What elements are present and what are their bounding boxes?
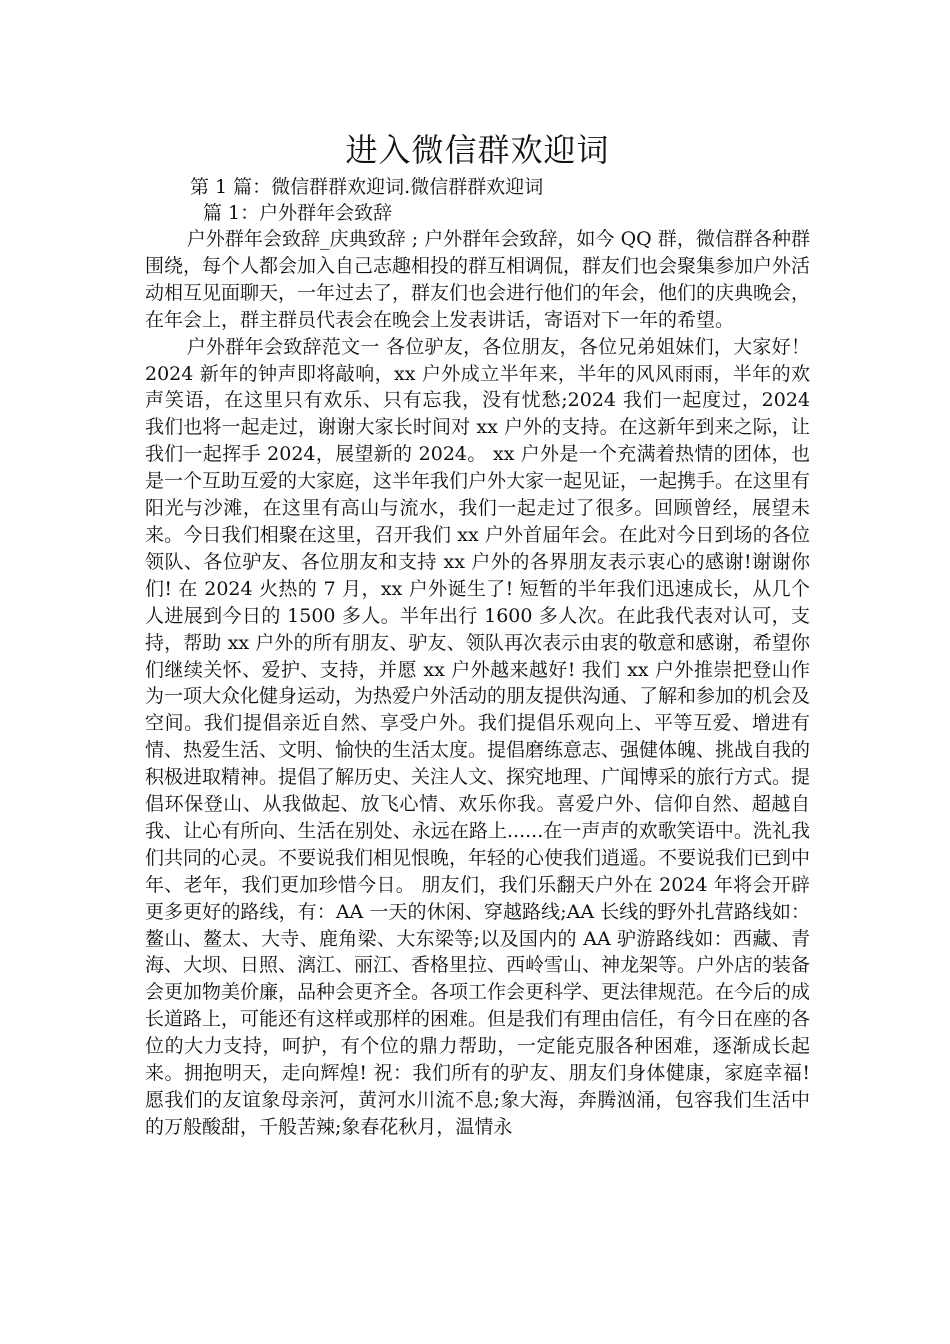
paragraph-speech: 户外群年会致辞范文一 各位驴友，各位朋友，各位兄弟姐妹们，大家好！2024 新年的钟声即将敲响，xx 户外成立半年来，半年的风风雨雨，半年的欢声笑语，在这里只有欢乐、只有忘我，没有忧愁;2024 我们一起度过，2024 我们也将一起走过，谢谢大家长时间对 xx 户外的支持。在这新年到来之际，让我们一起挥手 2024，展望新的 2024。 xx 户外是一个充满着热情的团体，也是一个互助互爱的大家庭，这半年我们户外大家一起见证，一起携手。在这里有阳光与沙滩，在这里有高山与流水，我们一起走过了很多。回顾曾经，展望未来。今日我们相聚在这里，召开我们 xx 户外首届年会。在此对今日到场的各位领队、各位驴友、各位朋友和支持 xx 户外的各界朋友表示衷心的感谢!谢谢你们! 在 2024 火热的 7 月，xx 户外诞生了! 短暂的半年我们迅速成长，从几个人进展到今日的 1500 多人。半年出行 1600 多人次。在此我代表对认可，支持，帮助 xx 户外的所有朋友、驴友、领队再次表示由衷的敬意和感谢，希望你们继续关怀、爱护、支持，并愿 xx 户外越来越好! 我们 xx 户外推崇把登山作为一项大众化健身运动，为热爱户外活动的朋友提供沟通、了解和参加的机会及空间。我们提倡亲近自然、享受户外。我们提倡乐观向上、平等互爱、增进有情、热爱生活、文明、愉快的生活太度。提倡磨练意志、强健体魄、挑战自我的积极进取精神。提倡了解历史、关注人文、探究地理、广闻博采的旅行方式。提倡环保登山、从我做起、放飞心情、欢乐你我。喜爱户外、信仰自然、超越自我、让心有所向、生活在别处、永远在路上......在一声声的欢歌笑语中。洗礼我们共同的心灵。不要说我们相见恨晚，年轻的心使我们逍遥。不要说我们已到中年、老年，我们更加珍惜今日。 朋友们，我们乐翻天户外在 2024 年将会开辟更多更好的路线，有：AA 一天的休闲、穿越路线;AA 长线的野外扎营路线如：鳌山、鳌太、大寺、鹿角梁、大东梁等;以及国内的 AA 驴游路线如：西藏、青海、大坝、日照、漓江、丽江、香格里拉、西岭雪山、神龙架等。户外店的装备会更加物美价廉，品种会更齐全。各项工作会更科学、更法律规范。在今后的成长道路上，可能还有这样或那样的困难。但是我们有理由信任，有今日在座的各位的大力支持，呵护，有个位的鼎力帮助，一定能克服各种困难，逐渐成长起来。拥抱明天，走向辉煌! 祝：我们所有的驴友、朋友们身体健康，家庭幸福!愿我们的友谊象母亲河，黄河水川流不息;象大海，奔腾汹涌，包容我们生活中的万般酸甜，千般苦辣;象春花秋月，温情永 <box>145 335 811 1138</box>
document-page <box>145 130 810 1141</box>
sub-heading: 篇 1：户外群年会致辞 <box>203 202 393 224</box>
document-title: 进入微信群欢迎词 <box>345 131 610 169</box>
paragraph-intro: 户外群年会致辞_庆典致辞 ; 户外群年会致辞，如今 QQ 群，微信群各种群围绕，每个人都会加入自己志趣相投的群互相调侃，群友们也会聚集参加户外活动相互见面聊天，一年过去了，群友们也会进行他们的年会，他们的庆典晚会，在年会上，群主群员代表会在晚会上发表讲话，寄语对下一年的希望。 <box>145 228 811 331</box>
section-heading: 第 1 篇：微信群群欢迎词.微信群群欢迎词 <box>190 176 544 198</box>
